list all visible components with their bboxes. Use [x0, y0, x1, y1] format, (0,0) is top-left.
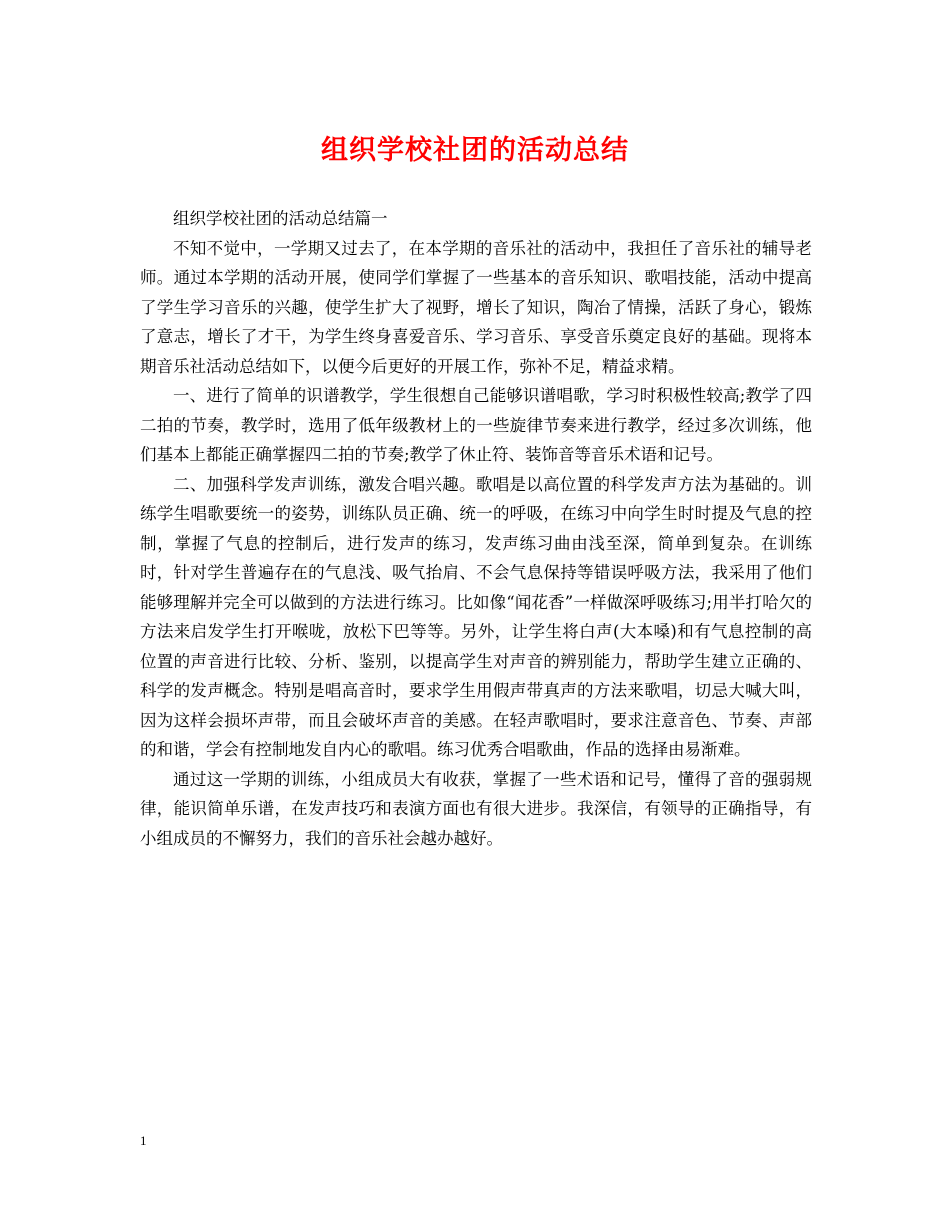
section-heading: 组织学校社团的活动总结篇一 — [173, 209, 388, 228]
document-title: 组织学校社团的活动总结 — [321, 135, 629, 166]
paragraph-point-two: 二、加强科学发声训练，激发合唱兴趣。歌唱是以高位置的科学发声方法为基础的。训练学生唱歌要统一的姿势，训练队员正确、统一的呼吸，在练习中向学生时时提及气息的控制，掌握了气息的控制后，进行发声的练习，发声练习曲由浅至深，简单到复杂。在训练时，针对学生普遍存在的气息浅、吸气抬肩、不会气息保持等错误呼吸方法，我采用了他们能够理解并完全可以做到的方法进行练习。比如像“闻花香”一样做深呼吸练习;用半打哈欠的方法来启发学生打开喉咙，放松下巴等等。另外，让学生将白声(大本嗓)和有气息控制的高位置的声音进行比较、分析、鉴别，以提高学生对声音的辨别能力，帮助学生建立正确的、科学的发声概念。特别是唱高音时，要求学生用假声带真声的方法来歌唱，切忌大喊大叫，因为这样会损坏声带，而且会破坏声音的美感。在轻声歌唱时，要求注意音色、节奏、声部的和谐，学会有控制地发自内心的歌唱。练习优秀合唱歌曲，作品的选择由易渐难。 — [140, 474, 812, 759]
paragraph-conclusion: 通过这一学期的训练，小组成员大有收获，掌握了一些术语和记号，懂得了音的强弱规律，能识简单乐谱，在发声技巧和表演方面也有很大进步。我深信，有领导的正确指导，有小组成员的不懈努力，我们的音乐社会越办越好。 — [140, 769, 812, 848]
paragraph-point-one: 一、进行了简单的识谱教学，学生很想自己能够识谱唱歌，学习时积极性较高;教学了四二拍的节奏，教学时，选用了低年级教材上的一些旋律节奏来进行教学，经过多次训练，他们基本上都能正确掌握四二拍的节奏;教学了休止符、装饰音等音乐术语和记号。 — [140, 386, 812, 464]
paragraph-intro: 不知不觉中，一学期又过去了，在本学期的音乐社的活动中，我担任了音乐社的辅导老师。通过本学期的活动开展，使同学们掌握了一些基本的音乐知识、歌唱技能，活动中提高了学生学习音乐的兴趣，使学生扩大了视野，增长了知识，陶冶了情操，活跃了身心，锻炼了意志，增长了才干，为学生终身喜爱音乐、学习音乐、享受音乐奠定良好的基础。现将本期音乐社活动总结如下，以便今后更好的开展工作，弥补不足，精益求精。 — [140, 238, 812, 376]
page-number: 1 — [140, 1133, 147, 1148]
document-body — [140, 204, 812, 853]
